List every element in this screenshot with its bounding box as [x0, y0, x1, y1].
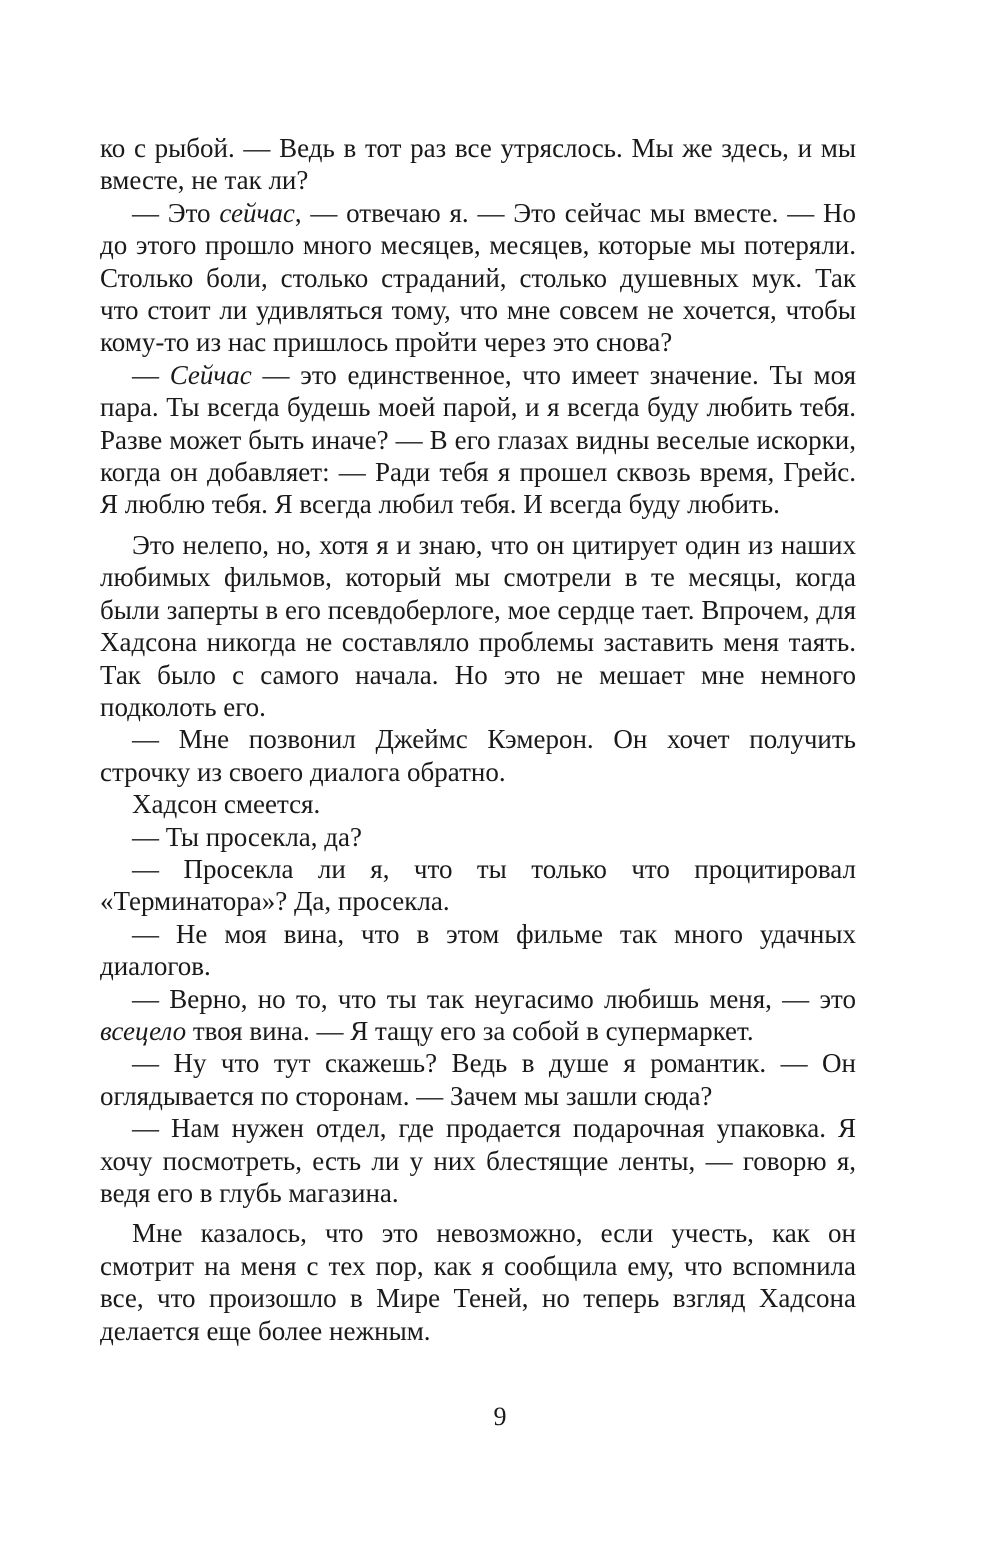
paragraph-9: — Не моя вина, что в этом фильме так много удачных диалогов. [100, 918, 856, 982]
paragraph-3: — Сейчас — это единственное, что имеет значение. Ты моя пара. Ты всегда будешь моей парой, и я всегда буду любить тебя. Разве может быть иначе? — В его глазах видны веселые искорки, когда он добавляет: — Ради тебя я прошел сквозь время, Грейс. Я люблю тебя. Я всегда любил тебя. И всегда буду любить. [100, 359, 857, 520]
paragraph-6: Хадсон смеется. [132, 789, 321, 820]
paragraph-2: — Это сейчас, — отвечаю я. — Это сейчас мы вместе. — Но до этого прошло много месяцев, месяцев, которые мы потеряли. Столько боли, столько страданий, столько душевных мук. Так что стоит ли удивляться тому, что мне совсем не хочется, чтобы кому-то из нас пришлось пройти через это снова? [100, 197, 856, 358]
paragraph-7: — Ты просекла, да? [132, 821, 362, 852]
paragraph-13: Мне казалось, что это невозможно, если учесть, как он смотрит на меня с тех пор, как я сообщила ему, что вспомнила все, что произошло в Мире Теней, но теперь взгляд Хадсона делается еще более нежным. [100, 1218, 856, 1346]
paragraph-12: — Нам нужен отдел, где продается подарочная упаковка. Я хочу посмотреть, есть ли у них блестящие ленты, — говорю я, ведя его в глубь магазина. [100, 1113, 856, 1208]
page-number: 9 [493, 1402, 507, 1431]
paragraph-4: Это нелепо, но, хотя я и знаю, что он цитирует один из наших любимых фильмов, который мы смотрели в те месяцы, когда были заперты в его псевдоберлоге, мое сердце тает. Впрочем, для Хадсона никогда не составляло проблемы заставить меня таять. Так было с самого начала. Но это не мешает мне немного подколоть его. [100, 529, 856, 722]
paragraph-11: — Ну что тут скажешь? Ведь в душе я романтик. — Он оглядывается по сторонам. — Зачем мы зашли сюда? [100, 1048, 856, 1111]
page-text [100, 132, 856, 1347]
italic-emphasis: всецело [100, 1015, 187, 1046]
italic-emphasis: сейчас [219, 197, 295, 228]
paragraph-8: — Просекла ли я, что ты только что процитировал «Терминатора»? Да, просекла. [100, 853, 856, 917]
italic-emphasis: Сейчас [169, 359, 252, 390]
paragraph-1: ко с рыбой. — Ведь в тот раз все утряслось. Мы же здесь, и мы вместе, не так ли? [100, 133, 856, 196]
paragraph-5: — Мне позвонил Джеймс Кэмерон. Он хочет получить строчку из своего диалога обратно. [100, 724, 856, 787]
paragraph-10: — Верно, но то, что ты так неугасимо любишь меня, — это всецело твоя вина. — Я тащу его за собой в супермаркет. [100, 983, 856, 1046]
